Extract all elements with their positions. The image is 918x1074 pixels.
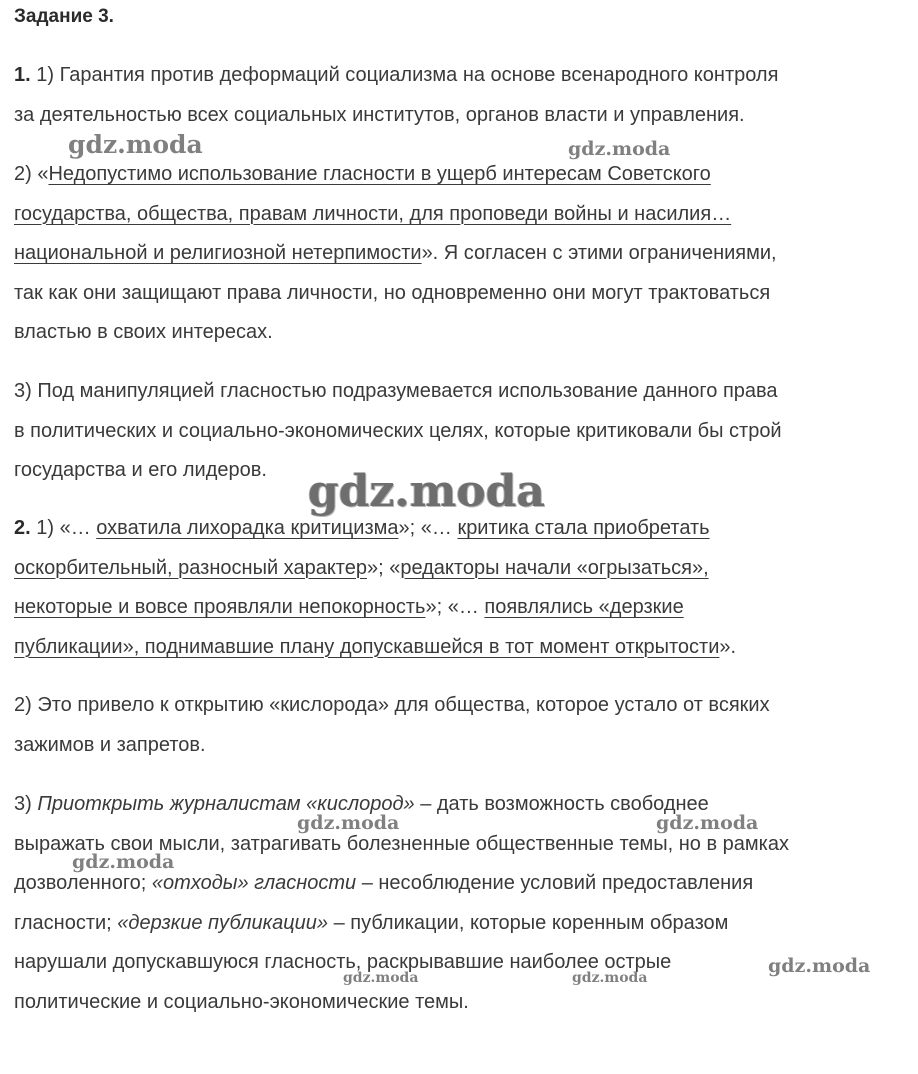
quote-underlined: публикации», поднимавшие плану допускавшейся в тот момент открытости [14,635,720,658]
text-line: властью в своих интересах. [14,321,273,343]
text-line: зажимов и запретов. [14,733,206,756]
task2-number: 2. [14,517,31,539]
text-fragment: ». [719,635,737,658]
task2-answer3 [14,785,910,1022]
text-line: политические и социально-экономические темы. [14,990,469,1013]
text-fragment: 2) « [14,163,49,185]
text-fragment: гласности; [14,911,118,934]
text-fragment: »; «… [425,596,485,618]
watermark: gdz.moda [297,812,400,834]
text-line: 3) Под манипуляцией гласностью подразумевается использование данного права [14,380,778,402]
text-line: государства и его лидеров. [14,459,267,481]
watermark: gdz.moda [656,812,759,834]
term-italic: «дерзкие публикации» [117,911,329,934]
quote-underlined: критика стала приобретать [457,517,710,539]
task1-answer1 [14,56,910,135]
quote-underlined: охватила лихорадка критицизма [96,517,399,539]
text-fragment: – дать возможность свободнее [414,793,709,815]
text-fragment: ». Я согласен с этими ограничениями, [421,242,777,264]
text-line: выражать свои мысли, затрагивать болезненные общественные темы, но в рамках [14,832,789,855]
task2-answer1 [14,509,910,667]
watermark: gdz.moda [308,466,546,517]
quote-underlined: государства, общества, правам личности, для проповеди войны и насилия… [14,202,732,225]
quote-underlined: Недопустимо использование гласности в ущерб интересам Советского [48,163,711,185]
watermark: gdz.moda [68,130,203,159]
quote-underlined: оскорбительный, разносный характер [14,556,367,579]
quote-underlined: национальной и религиозной нетерпимости [14,242,422,264]
term-italic: «отходы» гласности [151,872,357,894]
text-line: в политических и социально-экономических целях, которые критиковали бы строй [14,419,782,442]
task1-answer3 [14,372,910,491]
quote-underlined: некоторые и вовсе проявляли непокорность [14,596,426,618]
text-line: за деятельностью всех социальных институтов, органов власти и управления. [14,103,745,126]
text-line: 1) Гарантия против деформаций социализма на основе всенародного контроля [30,64,779,86]
task1-answer2 [14,155,910,353]
task2-answer2 [14,686,910,765]
watermark: gdz.moda [343,970,419,986]
text-line: нарушали допускавшуюся гласность, раскрывавшие наиболее острые [14,951,672,973]
term-italic: Приоткрыть журналистам «кислород» [37,793,415,815]
text-fragment: 1) «… [30,517,97,539]
watermark: gdz.moda [568,138,671,160]
text-fragment: »; «… [398,517,458,539]
quote-underlined: редакторы начали «огрызаться», [400,556,709,579]
watermark: gdz.moda [72,851,175,873]
task-title: Задание 3. [14,6,114,27]
text-fragment: – несоблюдение условий предоставления [356,872,754,894]
text-line: так как они защищают права личности, но одновременно они могут трактоваться [14,281,771,304]
text-fragment: – публикации, которые коренным образом [328,911,729,934]
text-fragment: »; « [366,556,401,579]
text-fragment: дозволенного; [14,872,152,894]
watermark: gdz.moda [572,970,648,986]
text-fragment: 3) [14,793,38,815]
watermark: gdz.moda [768,955,871,977]
task1-number: 1. [14,64,31,86]
text-line: 2) Это привело к открытию «кислорода» для общества, которое устало от всяких [14,694,770,716]
quote-underlined: появлялись «дерзкие [484,596,684,618]
